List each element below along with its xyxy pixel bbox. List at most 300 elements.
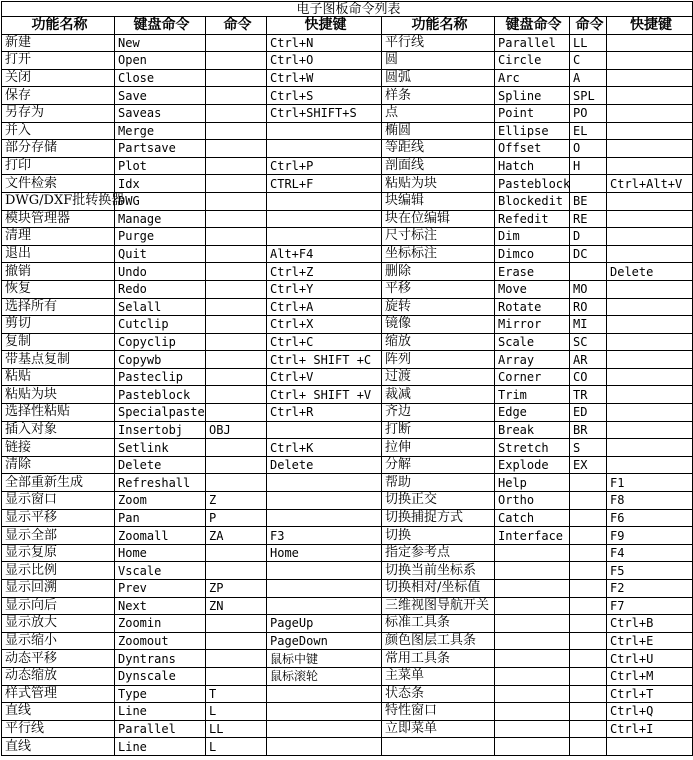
cell-shortcut-left [267,703,382,721]
header-function-name-left: 功能名称 [2,17,115,35]
cell-function-name-left: 平行线 [2,720,115,738]
cell-shortcut-right [607,333,693,351]
cell-keyboard-command-left: Cutclip [115,316,206,334]
cell-function-name-left: 并入 [2,122,115,140]
table-row [2,509,693,527]
cell-command-right: EX [570,456,607,474]
cell-command-right: LL [570,34,607,52]
cell-shortcut-left: Ctrl+W [267,69,382,87]
cell-keyboard-command-right: Blockedit [495,192,570,210]
cell-command-right [570,580,607,598]
cell-function-name-right: 裁减 [382,386,495,404]
cell-shortcut-right [607,280,693,298]
cell-keyboard-command-right: Mirror [495,316,570,334]
cell-command-left [206,316,267,334]
cell-function-name-right: 切换相对/坐标值 [382,580,495,598]
cell-function-name-right: 镜像 [382,316,495,334]
cell-function-name-right: 切换正交 [382,492,495,510]
cell-function-name-right: 删除 [382,263,495,281]
header-row [2,17,693,35]
cell-keyboard-command-left: Redo [115,280,206,298]
cell-command-left [206,632,267,650]
cell-function-name-right: 平行线 [382,34,495,52]
cell-keyboard-command-left: Purge [115,228,206,246]
cell-keyboard-command-right: Arc [495,69,570,87]
cell-keyboard-command-left: Pasteclip [115,368,206,386]
cell-function-name-right: 打断 [382,421,495,439]
cell-shortcut-left: F3 [267,527,382,545]
table-row [2,210,693,228]
cell-command-left [206,104,267,122]
cell-function-name-left: 显示缩小 [2,632,115,650]
cell-command-right [570,667,607,685]
cell-function-name-right: 椭圆 [382,122,495,140]
cell-shortcut-right: F2 [607,580,693,598]
table-row [2,34,693,52]
table-row [2,192,693,210]
cell-shortcut-left [267,140,382,158]
header-command-right: 命令 [570,17,607,35]
table-row [2,368,693,386]
cell-shortcut-left: CTRL+F [267,175,382,193]
cell-function-name-right: 三维视图导航开关 [382,597,495,615]
cell-function-name-left: 部分存储 [2,140,115,158]
cell-shortcut-right [607,316,693,334]
cell-keyboard-command-left: Dyntrans [115,650,206,668]
cell-keyboard-command-right: Parallel [495,34,570,52]
cell-function-name-left: 插入对象 [2,421,115,439]
header-function-name-right: 功能名称 [382,17,495,35]
cell-function-name-left: 撤销 [2,263,115,281]
table-row [2,632,693,650]
cell-keyboard-command-right: Help [495,474,570,492]
cell-keyboard-command-right: Interface [495,527,570,545]
cell-function-name-left: 显示全部 [2,527,115,545]
cell-shortcut-left: 鼠标中键 [267,650,382,668]
cell-shortcut-left [267,122,382,140]
table-row [2,404,693,422]
cell-command-right: EL [570,122,607,140]
cell-shortcut-left: Ctrl+P [267,157,382,175]
cell-keyboard-command-right: Ellipse [495,122,570,140]
cell-keyboard-command-left: Insertobj [115,421,206,439]
cell-command-right: ED [570,404,607,422]
cell-command-left [206,69,267,87]
cell-keyboard-command-left: New [115,34,206,52]
cell-shortcut-left [267,562,382,580]
cell-shortcut-left [267,720,382,738]
header-shortcut-right: 快捷键 [607,17,693,35]
cell-shortcut-right [607,439,693,457]
header-command-left: 命令 [206,17,267,35]
cell-shortcut-right [607,456,693,474]
table-row [2,527,693,545]
table-row [2,245,693,263]
cell-shortcut-right: Delete [607,263,693,281]
cell-command-right [570,562,607,580]
cell-keyboard-command-right: Dim [495,228,570,246]
cell-function-name-right: 拉伸 [382,439,495,457]
cell-command-left: ZA [206,527,267,545]
cell-keyboard-command-left: Copyclip [115,333,206,351]
cell-command-left: P [206,509,267,527]
cell-function-name-right: 等距线 [382,140,495,158]
cell-function-name-left: 关闭 [2,69,115,87]
cell-shortcut-right: F9 [607,527,693,545]
table-row [2,386,693,404]
cell-shortcut-right [607,368,693,386]
cell-command-right [570,474,607,492]
cell-shortcut-left: PageDown [267,632,382,650]
cell-function-name-left: 粘贴 [2,368,115,386]
cell-keyboard-command-left: Dynscale [115,667,206,685]
table-row [2,667,693,685]
cell-function-name-right: 特性窗口 [382,703,495,721]
cell-shortcut-right [607,104,693,122]
cell-keyboard-command-right: Scale [495,333,570,351]
table-row [2,157,693,175]
cell-function-name-left: 清除 [2,456,115,474]
table-row [2,650,693,668]
cell-shortcut-left: Ctrl+C [267,333,382,351]
cell-command-left [206,228,267,246]
cell-shortcut-left: Ctrl+SHIFT+S [267,104,382,122]
cell-command-left [206,210,267,228]
cell-command-right: AR [570,351,607,369]
cell-keyboard-command-right: Spline [495,87,570,105]
header-keyboard-command-right: 键盘命令 [495,17,570,35]
cell-command-left [206,386,267,404]
cell-shortcut-left: Ctrl+ SHIFT +C [267,351,382,369]
cell-keyboard-command-left: Saveas [115,104,206,122]
cell-command-left: ZP [206,580,267,598]
table-row [2,474,693,492]
cell-command-right: O [570,140,607,158]
table-row [2,544,693,562]
table-row [2,333,693,351]
cell-command-right: MI [570,316,607,334]
cell-command-right: H [570,157,607,175]
cell-command-left [206,474,267,492]
cell-command-right [570,703,607,721]
cell-shortcut-left: Ctrl+A [267,298,382,316]
title-row [2,2,693,17]
cell-shortcut-right: F5 [607,562,693,580]
cell-function-name-right: 圆弧 [382,69,495,87]
cell-function-name-right: 主菜单 [382,667,495,685]
cell-keyboard-command-right: Circle [495,52,570,70]
cell-command-right [570,738,607,756]
cell-shortcut-right [607,738,693,756]
cell-shortcut-left [267,738,382,756]
cell-keyboard-command-left: Pan [115,509,206,527]
cell-shortcut-right [607,351,693,369]
cell-keyboard-command-right [495,667,570,685]
cell-command-left: L [206,738,267,756]
cell-keyboard-command-right: Trim [495,386,570,404]
table-row [2,720,693,738]
cell-function-name-left: 样式管理 [2,685,115,703]
cell-keyboard-command-right: Move [495,280,570,298]
cell-keyboard-command-left: Specialpaste [115,404,206,422]
cell-keyboard-command-right [495,738,570,756]
cell-keyboard-command-right: Corner [495,368,570,386]
cell-function-name-left: 粘贴为块 [2,386,115,404]
cell-command-right: C [570,52,607,70]
cell-shortcut-right [607,52,693,70]
cell-function-name-left: 新建 [2,34,115,52]
cell-command-left: L [206,703,267,721]
cell-shortcut-left [267,509,382,527]
table-row [2,87,693,105]
cell-function-name-left: 退出 [2,245,115,263]
cell-keyboard-command-left: Zoomall [115,527,206,545]
cell-keyboard-command-left: Zoom [115,492,206,510]
cell-command-right: S [570,439,607,457]
cell-shortcut-right: Ctrl+I [607,720,693,738]
cell-command-right: PO [570,104,607,122]
cell-keyboard-command-left: Copywb [115,351,206,369]
cell-shortcut-right [607,386,693,404]
cell-command-right: CO [570,368,607,386]
cell-keyboard-command-left: Idx [115,175,206,193]
cell-shortcut-left [267,580,382,598]
cell-function-name-right: 圆 [382,52,495,70]
cell-keyboard-command-right: Break [495,421,570,439]
cell-function-name-left: 直线 [2,738,115,756]
cell-function-name-right: 齐边 [382,404,495,422]
table-row [2,580,693,598]
cell-keyboard-command-left: Merge [115,122,206,140]
cell-shortcut-left: Ctrl+X [267,316,382,334]
cell-command-left: T [206,685,267,703]
cell-command-left [206,263,267,281]
cell-shortcut-right [607,228,693,246]
cell-function-name-left: 显示向后 [2,597,115,615]
cell-command-right [570,597,607,615]
cell-command-left [206,650,267,668]
cell-function-name-right: 平移 [382,280,495,298]
cell-function-name-right: 阵列 [382,351,495,369]
table-row [2,104,693,122]
cell-shortcut-right: Ctrl+T [607,685,693,703]
cell-function-name-left: 另存为 [2,104,115,122]
cell-function-name-right: 分解 [382,456,495,474]
cell-shortcut-left: PageUp [267,615,382,633]
cell-shortcut-left: Ctrl+V [267,368,382,386]
table-row [2,456,693,474]
cell-function-name-left: 打印 [2,157,115,175]
cell-function-name-right: 粘贴为块 [382,175,495,193]
cell-command-left [206,404,267,422]
cell-keyboard-command-right [495,703,570,721]
cell-function-name-right: 尺寸标注 [382,228,495,246]
command-table [1,1,693,756]
table-row [2,597,693,615]
cell-command-left [206,368,267,386]
cell-command-left: ZN [206,597,267,615]
table-row [2,492,693,510]
cell-keyboard-command-right: Dimco [495,245,570,263]
cell-keyboard-command-right: Ortho [495,492,570,510]
cell-function-name-left: 文件检索 [2,175,115,193]
cell-keyboard-command-left: Selall [115,298,206,316]
cell-keyboard-command-left: Line [115,703,206,721]
table-title: 电子图板命令列表 [2,2,693,17]
cell-command-left [206,245,267,263]
cell-function-name-right: 缩放 [382,333,495,351]
cell-keyboard-command-left: Partsave [115,140,206,158]
cell-command-right [570,175,607,193]
cell-command-right [570,492,607,510]
cell-command-right [570,509,607,527]
cell-keyboard-command-right: Point [495,104,570,122]
cell-shortcut-right: F1 [607,474,693,492]
cell-keyboard-command-right [495,544,570,562]
cell-command-left [206,175,267,193]
cell-keyboard-command-right [495,720,570,738]
cell-shortcut-left [267,421,382,439]
cell-shortcut-left: Ctrl+Z [267,263,382,281]
cell-keyboard-command-left: Pasteblock [115,386,206,404]
cell-shortcut-left: Ctrl+ SHIFT +V [267,386,382,404]
cell-command-left [206,87,267,105]
cell-command-left [206,351,267,369]
cell-command-right [570,615,607,633]
cell-shortcut-left [267,685,382,703]
cell-function-name-left: 复制 [2,333,115,351]
cell-command-right [570,527,607,545]
cell-command-right [570,544,607,562]
cell-function-name-left: DWG/DXF批转换器 [2,192,115,210]
cell-command-left [206,298,267,316]
cell-keyboard-command-left: Open [115,52,206,70]
table-row [2,421,693,439]
cell-function-name-right: 过渡 [382,368,495,386]
cell-keyboard-command-left: Zoomin [115,615,206,633]
cell-command-right: SC [570,333,607,351]
table-row [2,316,693,334]
cell-keyboard-command-left: DWG [115,192,206,210]
table-row [2,263,693,281]
cell-shortcut-right [607,140,693,158]
cell-shortcut-right [607,245,693,263]
cell-function-name-left: 显示比例 [2,562,115,580]
cell-shortcut-right [607,87,693,105]
cell-shortcut-right: Ctrl+E [607,632,693,650]
cell-command-left [206,280,267,298]
cell-keyboard-command-left: Close [115,69,206,87]
cell-command-right [570,720,607,738]
cell-function-name-left: 显示放大 [2,615,115,633]
cell-function-name-right: 旋转 [382,298,495,316]
cell-function-name-right: 剖面线 [382,157,495,175]
cell-keyboard-command-left: Next [115,597,206,615]
table-row [2,52,693,70]
cell-keyboard-command-left: Refreshall [115,474,206,492]
cell-shortcut-right [607,192,693,210]
cell-keyboard-command-right: Pasteblock [495,175,570,193]
cell-command-right: RO [570,298,607,316]
cell-shortcut-left [267,597,382,615]
cell-shortcut-left: Ctrl+S [267,87,382,105]
cell-function-name-left: 带基点复制 [2,351,115,369]
cell-command-right: SPL [570,87,607,105]
cell-keyboard-command-left: Vscale [115,562,206,580]
cell-command-right: MO [570,280,607,298]
cell-keyboard-command-right [495,632,570,650]
cell-command-left [206,615,267,633]
cell-command-right [570,650,607,668]
cell-keyboard-command-left: Zoomout [115,632,206,650]
cell-function-name-right: 切换当前坐标系 [382,562,495,580]
cell-function-name-left: 选择所有 [2,298,115,316]
cell-keyboard-command-left: Parallel [115,720,206,738]
cell-shortcut-right: F8 [607,492,693,510]
cell-keyboard-command-right [495,580,570,598]
cell-shortcut-right: Ctrl+B [607,615,693,633]
cell-function-name-right: 状态条 [382,685,495,703]
cell-shortcut-left [267,492,382,510]
cell-keyboard-command-left: Type [115,685,206,703]
cell-shortcut-right [607,122,693,140]
table-row [2,140,693,158]
cell-keyboard-command-left: Save [115,87,206,105]
cell-function-name-left: 保存 [2,87,115,105]
cell-shortcut-right [607,404,693,422]
cell-shortcut-right [607,157,693,175]
cell-function-name-right: 标准工具条 [382,615,495,633]
cell-command-left [206,140,267,158]
cell-command-right: A [570,69,607,87]
cell-keyboard-command-right: Array [495,351,570,369]
cell-function-name-left: 显示回溯 [2,580,115,598]
header-keyboard-command-left: 键盘命令 [115,17,206,35]
cell-command-left [206,192,267,210]
cell-shortcut-right [607,34,693,52]
cell-command-right: BR [570,421,607,439]
cell-shortcut-left: Alt+F4 [267,245,382,263]
cell-shortcut-left [267,210,382,228]
cell-function-name-right: 常用工具条 [382,650,495,668]
cell-keyboard-command-right: Catch [495,509,570,527]
cell-shortcut-right [607,210,693,228]
cell-function-name-right [382,738,495,756]
cell-command-right [570,685,607,703]
cell-shortcut-left: Ctrl+K [267,439,382,457]
cell-shortcut-left: 鼠标滚轮 [267,667,382,685]
cell-keyboard-command-left: Undo [115,263,206,281]
cell-function-name-right: 坐标标注 [382,245,495,263]
cell-function-name-right: 切换 [382,527,495,545]
cell-command-left [206,34,267,52]
cell-keyboard-command-right [495,650,570,668]
cell-command-left: Z [206,492,267,510]
cell-keyboard-command-right: Offset [495,140,570,158]
table-row [2,122,693,140]
cell-function-name-left: 动态平移 [2,650,115,668]
cell-command-left [206,456,267,474]
cell-function-name-left: 直线 [2,703,115,721]
cell-command-right: TR [570,386,607,404]
cell-shortcut-left: Ctrl+N [267,34,382,52]
cell-function-name-left: 模块管理器 [2,210,115,228]
table-row [2,175,693,193]
cell-command-left [206,562,267,580]
cell-function-name-right: 立即菜单 [382,720,495,738]
cell-shortcut-right [607,69,693,87]
cell-shortcut-left: Ctrl+R [267,404,382,422]
